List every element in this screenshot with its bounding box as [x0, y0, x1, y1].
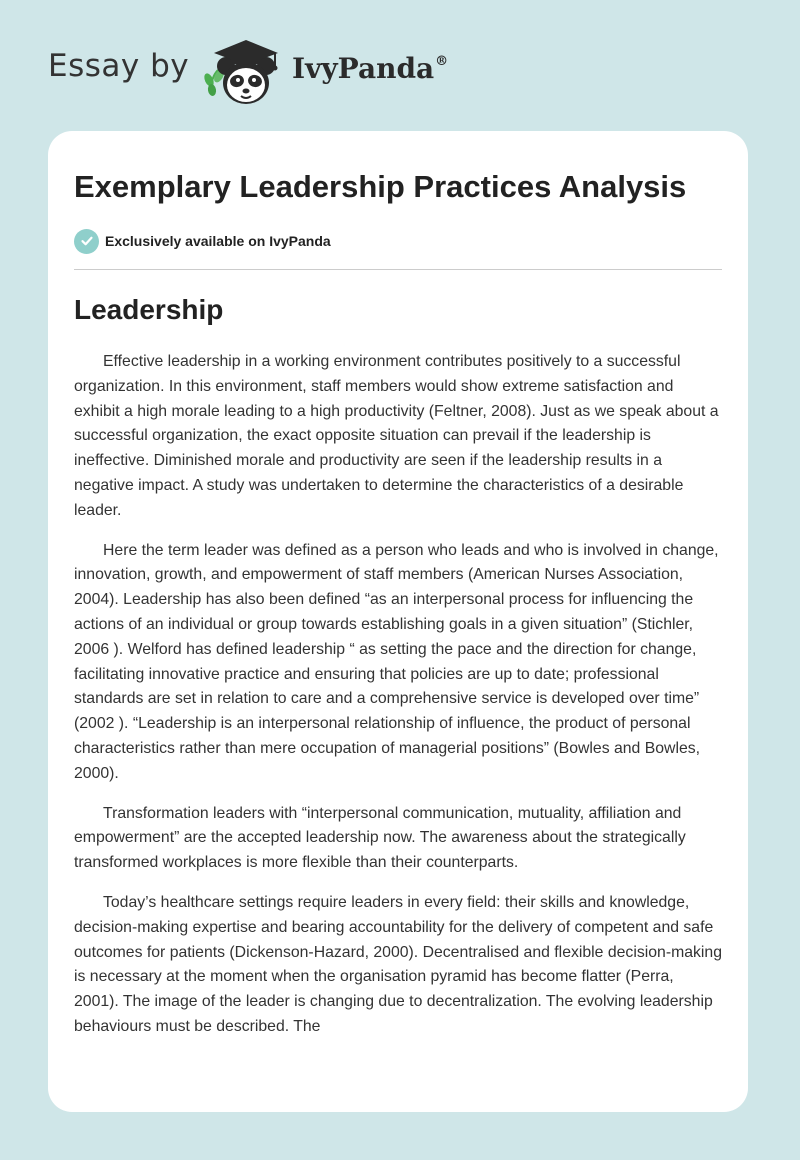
exclusive-badge: [74, 227, 722, 255]
essay-card: [48, 131, 748, 1112]
paragraph: Effective leadership in a working environment contributes positively to a successful organization. In this environment, staff members would show extreme satisfaction and exhibit a high morale leading to a high productivity (Feltner, 2008). Just as we speak about a successful organization, the exact opposite situation can prevail if the leadership is ineffective. Diminished morale and productivity are seen if the leadership results in a negative impact. A study was undertaken to determine the characteristics of a desirable leader.: [74, 353, 719, 519]
paragraph: Here the term leader was defined as a person who leads and who is involved in change, innovation, growth, and empowerment of staff members (American Nurses Association, 2004). Leadership has also been defined “as an interpersonal process for influencing the actions of an individual or group towards establishing goals in a given situation” (Stichler, 2006 ). Welford has defined leadership “ as setting the pace and the direction for change, facilitating innovative practice and ensuring that policies are up to date; professional standards are set in relation to care and a comprehensive service is developed over time” (2002 ). “Leadership is an interpersonal relationship of influence, the product of personal characteristics rather than mere occupation of managerial positions” (Bowles and Bowles, 2000).: [74, 541, 719, 782]
registered-mark: ®: [435, 54, 449, 69]
exclusive-badge-label: Exclusively available on IvyPanda: [105, 233, 331, 249]
divider: [74, 269, 722, 270]
paragraph: Today’s healthcare settings require leaders in every field: their skills and knowledge, decision-making expertise and bearing accountability for the delivery of competent and safe outcomes for patients (Dickenson-Hazard, 2000). Decentralised and flexible decision-making is necessary at the moment when the organisation pyramid has become flatter (Perra, 2001). The image of the leader is changing due to decentralization. The evolving leadership behaviours must be described. The: [74, 893, 722, 1035]
site-header-logo[interactable]: [48, 34, 468, 110]
article-body: [74, 350, 722, 1040]
paragraph: Transformation leaders with “interpersonal communication, mutuality, affiliation and empowerment” are the accepted leadership now. The awareness about the strategically transformed workplaces is more flexible than their counterparts.: [74, 804, 686, 872]
panda-graduate-logo-icon: [200, 34, 290, 110]
brand-name: IvyPanda®: [292, 52, 449, 85]
section-heading: Leadership: [74, 294, 224, 325]
essay-card-content: [74, 131, 722, 1055]
check-icon: [74, 229, 99, 254]
essay-title: Exemplary Leadership Practices Analysis: [74, 169, 687, 204]
essay-by-label: Essay by: [48, 48, 190, 84]
